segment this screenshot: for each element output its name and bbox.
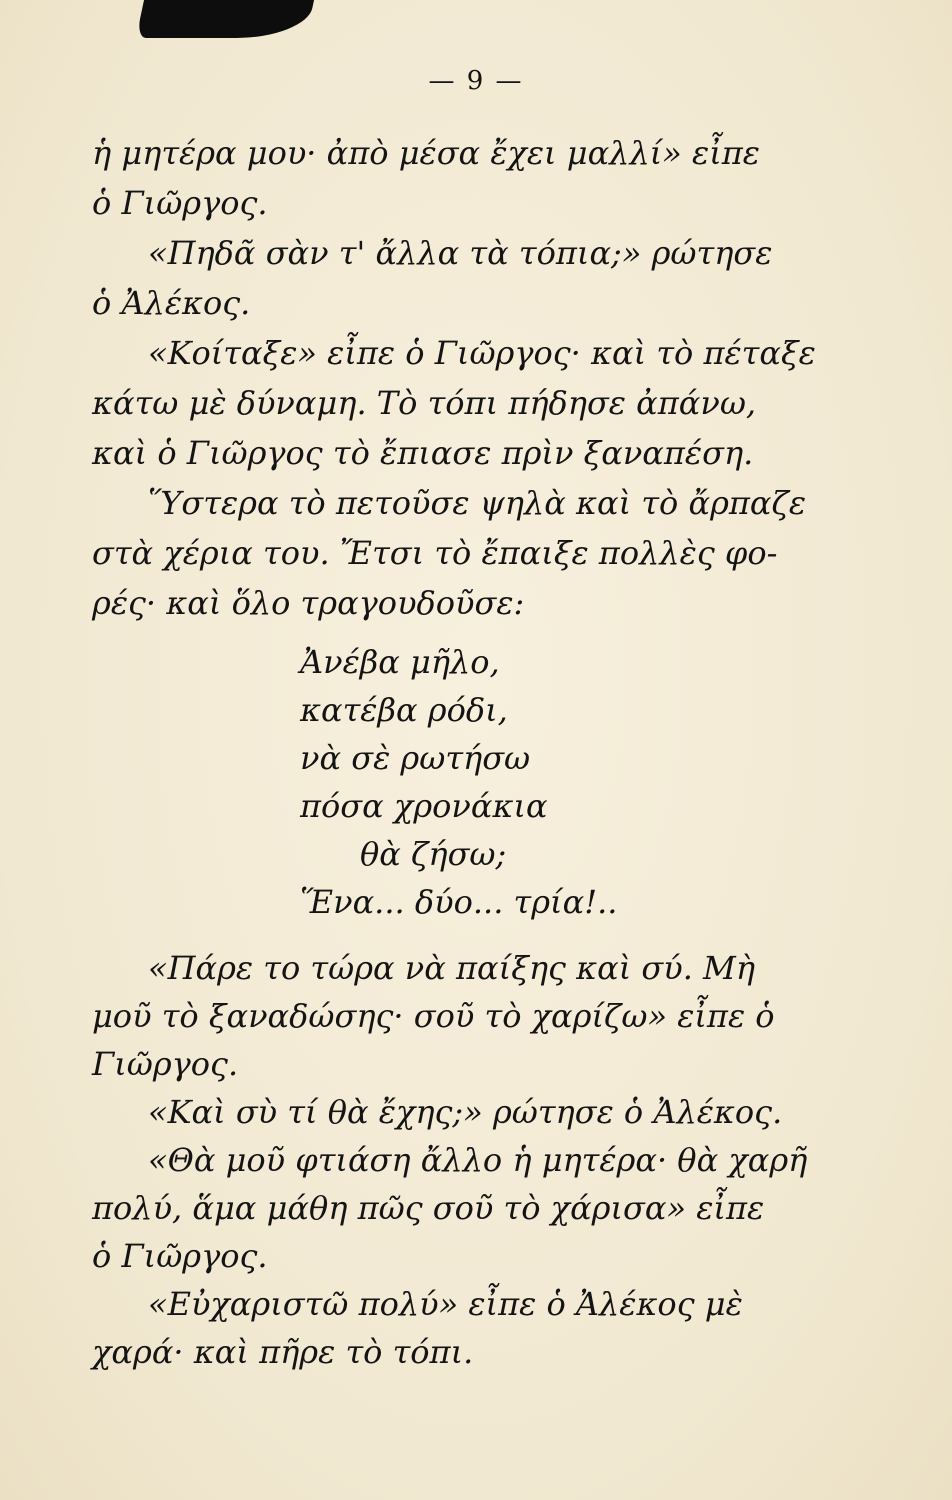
text-line: χαρά· καὶ πῆρε τὸ τόπι. bbox=[92, 1333, 474, 1371]
text-line: ἡ μητέρα μου· ἀπὸ μέσα ἔχει μαλλί» εἶπε bbox=[92, 134, 760, 172]
text-line: «Θὰ μοῦ φτιάση ἄλλο ἡ μητέρα· θὰ χαρῆ bbox=[148, 1141, 808, 1179]
text-line: ὁ Γιῶργος. bbox=[92, 1237, 268, 1275]
text-line: ὁ Ἀλέκος. bbox=[92, 284, 251, 322]
poem-line: κατέβα ρόδι, bbox=[300, 691, 508, 729]
text-block-bottom bbox=[92, 944, 832, 1376]
text-line: ρές· καὶ ὅλο τραγουδοῦσε: bbox=[92, 584, 525, 622]
text-line: «Κοίταξε» εἶπε ὁ Γιῶργος· καὶ τὸ πέταξε bbox=[148, 334, 816, 372]
text-line: μοῦ τὸ ξαναδώσης· σοῦ τὸ χαρίζω» εἶπε ὁ bbox=[92, 997, 775, 1035]
poem-line: πόσα χρονάκια bbox=[300, 787, 548, 825]
text-line: στὰ χέρια του. Ἔτσι τὸ ἔπαιξε πολλὲς φο- bbox=[92, 534, 778, 572]
text-line: ὁ Γιῶργος. bbox=[92, 184, 268, 222]
text-block-top bbox=[92, 128, 832, 628]
text-line: καὶ ὁ Γιῶργος τὸ ἔπιασε πρὶν ξαναπέση. bbox=[92, 434, 754, 472]
text-line: «Πηδᾶ σὰν τ' ἄλλα τὰ τόπια;» ρώτησε bbox=[148, 234, 773, 272]
page-number: — 9 — bbox=[428, 66, 524, 96]
text-line: «Εὐχαριστῶ πολύ» εἶπε ὁ Ἀλέκος μὲ bbox=[148, 1285, 743, 1323]
text-line: κάτω μὲ δύναμη. Τὸ τόπι πήδησε ἀπάνω, bbox=[92, 384, 757, 422]
text-line: Γιῶργος. bbox=[92, 1045, 239, 1083]
ink-smudge bbox=[136, 0, 314, 38]
text-line: «Πάρε το τώρα νὰ παίξης καὶ σύ. Μὴ bbox=[148, 949, 755, 987]
poem-line: νὰ σὲ ρωτήσω bbox=[300, 739, 531, 777]
poem-line: θὰ ζήσω; bbox=[360, 835, 507, 873]
text-line: Ὕστερα τὸ πετοῦσε ψηλὰ καὶ τὸ ἄρπαζε bbox=[148, 484, 807, 522]
poem bbox=[300, 638, 617, 926]
text-line: «Καὶ σὺ τί θὰ ἔχης;» ρώτησε ὁ Ἀλέκος. bbox=[148, 1093, 783, 1131]
poem-line: Ἕνα... δύο... τρία!.. bbox=[300, 883, 618, 921]
poem-line: Ἀνέβα μῆλο, bbox=[300, 643, 500, 681]
text-line: πολύ, ἅμα μάθη πῶς σοῦ τὸ χάρισα» εἶπε bbox=[92, 1189, 765, 1227]
